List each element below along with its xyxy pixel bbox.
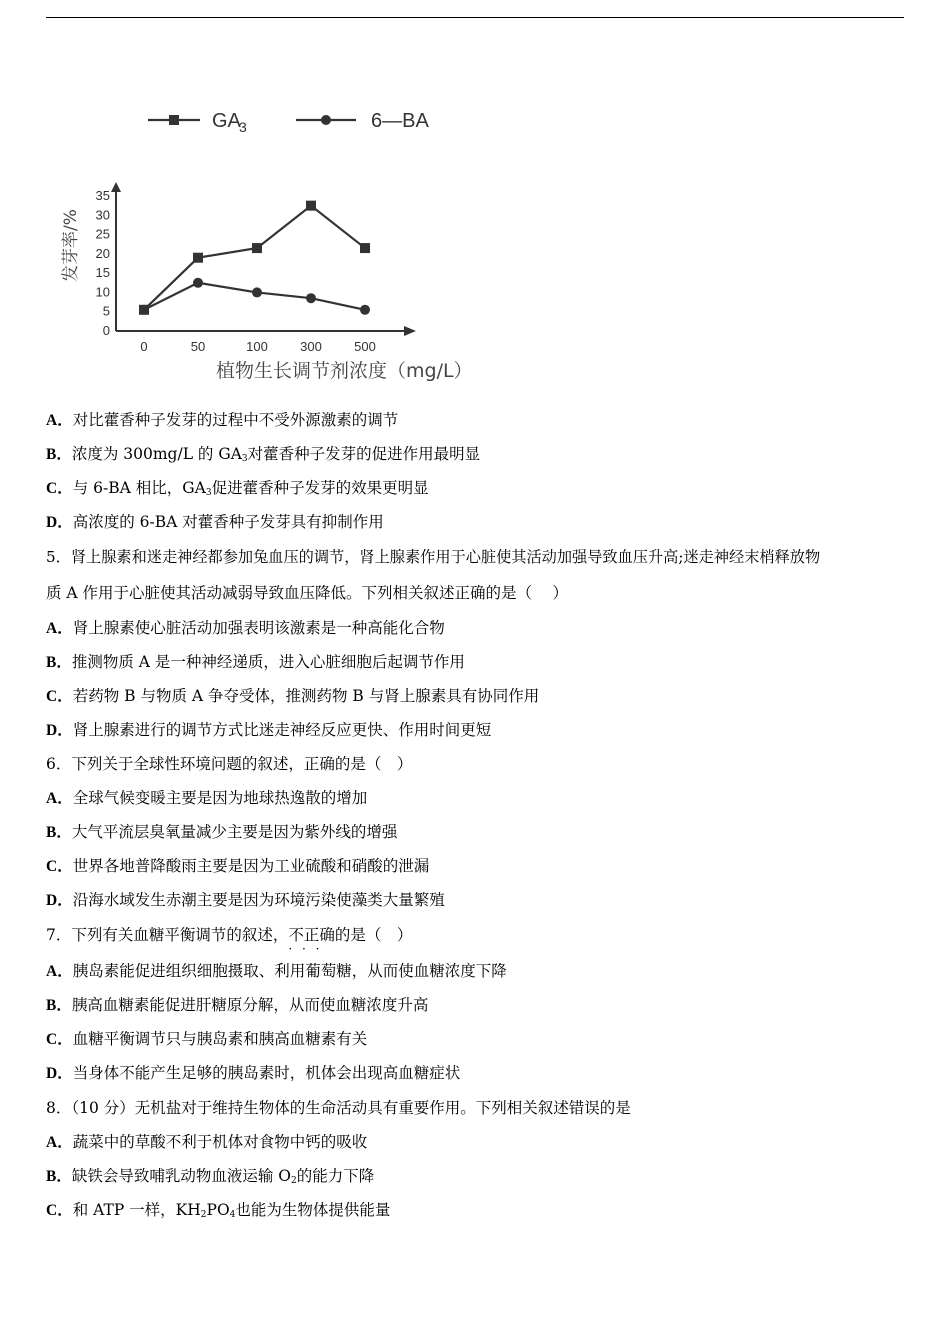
q8-stem: 8．（10 分）无机盐对于维持生物体的生命活动具有重要作用。下列相关叙述错误的是 [46,1099,631,1117]
chart-legend [148,110,429,135]
y-axis-title: 发芽率/% [61,209,81,282]
data-point-6ba [193,278,203,288]
q8-option-b: B．缺铁会导致哺乳动物血液运输 $O_2$的能力下降 [46,1167,375,1186]
q7-option-c: C．血糖平衡调节只与胰岛素和胰高血糖素有关 [46,1030,368,1048]
q7-stem: 7．下列有关血糖平衡调节的叙述，不正确 · · ·的是（ ） [46,925,412,945]
chart-labels [61,188,473,382]
x-axis-title: 植物生长调节剂浓度（mg/L） [216,360,473,382]
q5-option-c: C．若药物 B 与物质 A 争夺受体，推测药物 B 与肾上腺素具有协同作用 [46,687,540,705]
x-tick-label: 500 [354,339,376,354]
x-tick-label: 300 [300,339,322,354]
q4-option-a: A．对比藿香种子发芽的过程中不受外源激素的调节 [46,411,399,429]
q6-option-d: D．沿海水域发生赤潮主要是因为环境污染使藻类大量繁殖 [46,891,445,909]
q5-stem-line1: 5．肾上腺素和迷走神经都参加兔血压的调节，肾上腺素作用于心脏使其活动加强导致血压升高;迷走神经末梢释放物 [46,548,821,566]
emphasis-not-correct: 不正确 · · · [288,926,335,944]
y-tick-label: 0 [102,323,110,338]
data-point-6ba [252,287,262,297]
q7-option-d: D．当身体不能产生足够的胰岛素时，机体会出现高血糖症状 [46,1064,461,1082]
y-axis-arrow [111,182,121,192]
q5-stem-line2: 质 A 作用于心脏使其活动减弱导致血压降低。下列相关叙述正确的是（ ） [46,584,568,602]
q8-option-c: C．和 ATP 一样，$KH_2PO_4$也能为生物体提供能量 [46,1201,391,1220]
data-point-6ba [306,293,316,303]
x-axis-arrow [404,326,416,336]
legend-label-6ba: 6—BA [371,110,429,132]
q5-option-b: B．推测物质 A 是一种神经递质，进入心脏细胞后起调节作用 [46,653,465,671]
x-tick-label: 0 [140,339,148,354]
q5-option-d: D．肾上腺素进行的调节方式比迷走神经反应更快、作用时间更短 [46,721,492,739]
q4-option-c: C．与 6-BA 相比，$GA_3$促进藿香种子发芽的效果更明显 [46,479,429,498]
legend-label-ga3-subscript: 3 [239,119,247,135]
data-point-ga3 [306,201,316,211]
data-point-ga3 [360,243,370,253]
x-tick-label: 50 [190,339,206,354]
y-tick-label: 10 [95,284,110,300]
y-tick-label: 5 [102,303,110,319]
q6-option-b: B．大气平流层臭氧量减少主要是因为紫外线的增强 [46,823,398,841]
header-rule [46,17,904,18]
legend-marker-6ba [321,115,331,125]
y-tick-label: 35 [95,188,110,203]
legend-marker-ga3 [169,115,179,125]
q6-option-c: C．世界各地普降酸雨主要是因为工业硫酸和硝酸的泄漏 [46,857,430,875]
data-point-ga3 [252,243,262,253]
q4-option-b: B．浓度为 300mg/L 的 $GA_3$对藿香种子发芽的促进作用最明显 [46,445,481,464]
legend-label-ga3: GA [212,110,241,132]
y-tick-label: 25 [95,226,110,242]
q8-option-a: A．蔬菜中的草酸不利于机体对食物中钙的吸收 [46,1133,368,1151]
y-tick-label: 20 [95,245,110,261]
y-tick-label: 30 [95,207,110,223]
q5-option-a: A．肾上腺素使心脏活动加强表明该激素是一种高能化合物 [46,619,445,637]
chart-series [139,201,370,315]
y-tick-label: 15 [95,265,110,281]
q4-option-d: D．高浓度的 6-BA 对藿香种子发芽具有抑制作用 [46,513,384,531]
data-point-6ba [360,305,370,315]
q6-option-a: A．全球气候变暖主要是因为地球热逸散的增加 [46,789,368,807]
germination-chart [40,95,520,395]
q6-stem: 6．下列关于全球性环境问题的叙述，正确的是（ ） [46,755,413,773]
q7-option-a: A．胰岛素能促进组织细胞摄取、利用葡萄糖，从而使血糖浓度下降 [46,962,507,980]
chart-axes [111,182,416,336]
x-tick-label: 100 [246,339,268,354]
data-point-6ba [139,305,149,315]
data-point-ga3 [193,253,203,263]
q7-option-b: B．胰高血糖素能促进肝糖原分解，从而使血糖浓度升高 [46,996,429,1014]
